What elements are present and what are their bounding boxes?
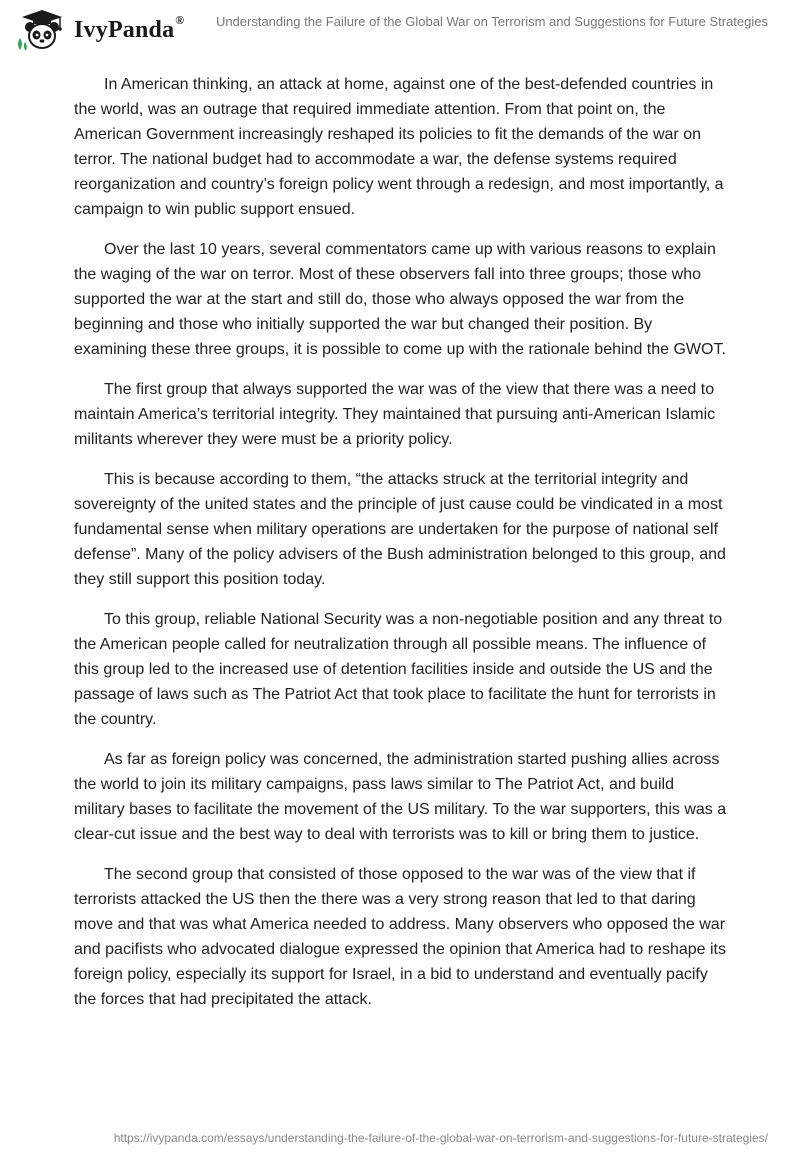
document-title: Understanding the Failure of the Global War on Terrorism and Suggestions for Future Strategies <box>215 14 768 29</box>
paragraph: To this group, reliable National Security was a non-negotiable position and any threat to the American people called for neutralization through all possible means. The influence of this group led to the increased use of detention facilities inside and outside the US and the passage of laws such as The Patriot Act that took place to facilitate the hunt for terrorists in the country. <box>74 611 723 728</box>
panda-graduate-icon <box>14 8 70 52</box>
source-url[interactable]: https://ivypanda.com/essays/understanding-the-failure-of-the-global-war-on-terrorism-and-suggestions-for-future-strategies/ <box>113 1131 768 1145</box>
brand-registered-mark: ® <box>175 12 185 27</box>
paragraph: The second group that consisted of those opposed to the war was of the view that if terrorists attacked the US then the there was a very strong reason that led to that daring move and that was what America needed to address. Many observers who opposed the war and pacifists who advocated dialogue expressed the opinion that America had to reshape its foreign policy, especially its support for Israel, in a bid to understand and eventually pacify the forces that had precipitated the attack. <box>74 866 726 1008</box>
page-header <box>0 0 800 56</box>
paragraph: As far as foreign policy was concerned, the administration started pushing allies across the world to join its military campaigns, pass laws similar to The Patriot Act, and build military bases to facilitate the movement of the US military. To the war supporters, this was a clear-cut issue and the best way to deal with terrorists was to kill or bring them to justice. <box>74 751 727 843</box>
paragraph: In American thinking, an attack at home, against one of the best-defended countries in the world, was an outrage that required immediate attention. From that point on, the American Government increasingly reshaped its policies to fit the demands of the war on terror. The national budget had to accommodate a war, the defense systems required reorganization and country’s foreign policy went through a redesign, and most importantly, a campaign to win public support ensued. <box>74 76 724 218</box>
paragraph: The first group that always supported the war was of the view that there was a need to maintain America’s territorial integrity. They maintained that pursuing anti-American Islamic militants wherever they were must be a priority policy. <box>74 381 716 448</box>
brand-name-text: IvyPanda <box>74 16 175 43</box>
essay-body <box>74 72 728 1027</box>
paragraph: This is because according to them, “the attacks struck at the territorial integrity and sovereignty of the united states and the principle of just cause could be vindicated in a most fundamental sense when military operations are undertaken for the purpose of national self defense”. Many of the policy advisers of the Bush administration belonged to this group, and they still support this position today. <box>74 471 726 588</box>
brand-name <box>74 12 185 44</box>
paragraph: Over the last 10 years, several commentators came up with various reasons to explain the waging of the war on terror. Most of these observers fall into three groups; those who supported the war at the start and still do, those who always opposed the war from the beginning and those who initially supported the war but changed their position. By examining these three groups, it is possible to come up with the rationale behind the GWOT. <box>74 241 726 358</box>
brand-logo[interactable] <box>14 8 184 52</box>
